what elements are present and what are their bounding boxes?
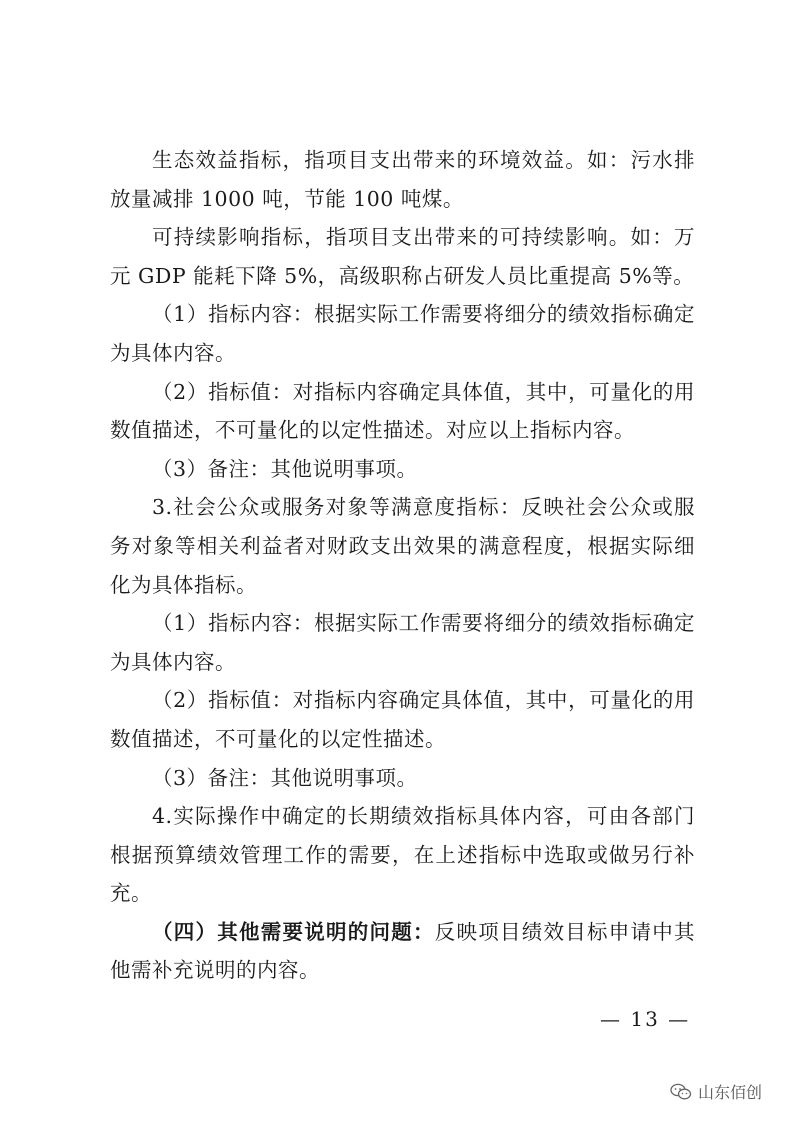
paragraph-remarks-2: （3）备注：其他说明事项。 xyxy=(152,765,418,790)
paragraph-ecological-benefit: 生态效益指标，指项目支出带来的环境效益。如：污水排放量减排 1000 吨，节能 100 吨煤。 xyxy=(110,148,695,211)
paragraph-other-issues-text: 反映项目绩效目标申请中其他需补充说明的内容。 xyxy=(110,919,695,983)
paragraph-satisfaction-indicator: 3.社会公众或服务对象等满意度指标：反映社会公众或服务对象等相关利益者对财政支出效果的满意程度，根据实际细化为具体指标。 xyxy=(110,495,695,597)
paragraph-indicator-content-1: （1）指标内容：根据实际工作需要将细分的绩效指标确定为具体内容。 xyxy=(110,302,695,365)
paragraph-indicator-content-2: （1）指标内容：根据实际工作需要将细分的绩效指标确定为具体内容。 xyxy=(110,611,695,674)
wechat-icon xyxy=(670,1083,692,1101)
page-number: — 13 — xyxy=(600,1007,691,1031)
paragraph-indicator-value-2: （2）指标值：对指标内容确定具体值，其中，可量化的用数值描述，不可量化的以定性描述。 xyxy=(110,688,695,751)
document-body xyxy=(110,141,695,990)
paragraph-indicator-value-1: （2）指标值：对指标内容确定具体值，其中，可量化的用数值描述，不可量化的以定性描述。对应以上指标内容。 xyxy=(110,379,695,443)
paragraph-other-issues xyxy=(110,913,695,990)
section-heading-other-issues: （四）其他需要说明的问题： xyxy=(152,919,435,944)
paragraph-remarks-1: （3）备注：其他说明事项。 xyxy=(152,456,418,481)
paragraph-sustainable-impact: 可持续影响指标，指项目支出带来的可持续影响。如：万元 GDP 能耗下降 5%，高级职称占研发人员比重提高 5%等。 xyxy=(110,225,695,288)
watermark-text: 山东佰创 xyxy=(698,1083,763,1102)
paragraph-long-term-indicators: 4.实际操作中确定的长期绩效指标具体内容，可由各部门根据预算绩效管理工作的需要，在上述指标中选取或做另行补充。 xyxy=(110,804,695,906)
watermark xyxy=(670,1080,762,1103)
